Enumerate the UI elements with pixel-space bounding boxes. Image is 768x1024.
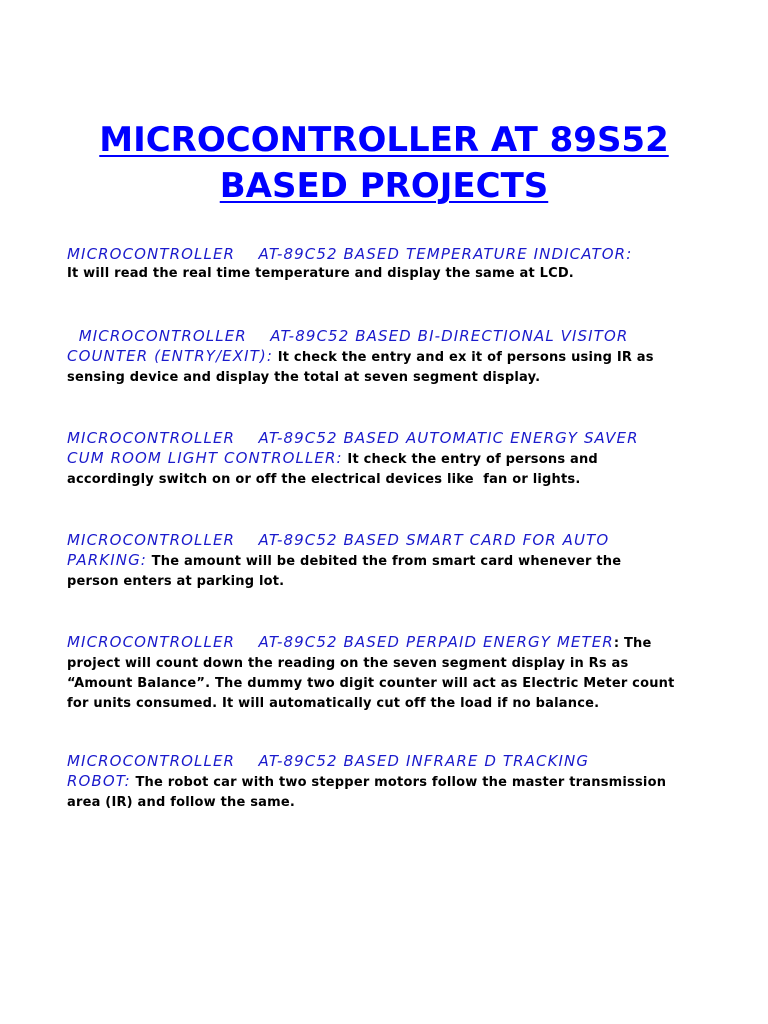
page-title-line-1: MICROCONTROLLER AT 89S52 xyxy=(99,120,669,160)
project-description: person enters at parking lot. xyxy=(67,574,285,589)
project-visitor-counter xyxy=(67,326,737,388)
project-heading: MICROCONTROLLER AT-89C52 BASED INFRARE D TRACKING xyxy=(67,752,590,770)
project-heading: MICROCONTROLLER AT-89C52 BASED AUTOMATIC ENERGY SAVER xyxy=(67,429,639,447)
project-description-line-2: “Amount Balance”. The dummy two digit counter will act as Electric Meter count xyxy=(67,676,675,691)
project-description: sensing device and display the total at seven segment display. xyxy=(67,370,541,385)
project-description-line-1: project will count down the reading on the seven segment display in Rs as xyxy=(67,656,629,671)
project-heading: MICROCONTROLLER AT-89C52 BASED SMART CARD FOR AUTO xyxy=(67,531,610,549)
project-heading-line-2 xyxy=(67,448,737,470)
project-description-inline: The robot car with two stepper motors follow the master transmission xyxy=(130,775,667,790)
project-smart-card-parking xyxy=(67,530,737,592)
project-heading-line-1 xyxy=(67,632,737,654)
project-heading-continued: PARKING: xyxy=(67,551,147,569)
project-description-inline: The amount will be debited the from smart card whenever the xyxy=(146,554,622,569)
project-temperature-indicator xyxy=(67,244,737,284)
project-description-inline: It check the entry and ex it of persons using IR as xyxy=(273,350,654,365)
project-heading: MICROCONTROLLER AT-89C52 BASED PERPAID ENERGY METER xyxy=(67,633,614,651)
project-description: accordingly switch on or off the electrical devices like fan or lights. xyxy=(67,472,581,487)
project-heading-continued: CUM ROOM LIGHT CONTROLLER: xyxy=(67,449,343,467)
project-description-inline: It check the entry of persons and xyxy=(342,452,598,467)
project-heading-continued: ROBOT: xyxy=(67,772,131,790)
project-description: area (IR) and follow the same. xyxy=(67,795,296,810)
project-description-line-3: for units consumed. It will automatically cut off the load if no balance. xyxy=(67,696,600,711)
project-heading-line-2 xyxy=(67,771,737,793)
project-infrared-tracking-robot xyxy=(67,751,737,813)
project-energy-saver xyxy=(67,428,737,490)
project-heading: MICROCONTROLLER AT-89C52 BASED BI-DIRECTIONAL VISITOR xyxy=(67,327,629,345)
project-heading-line-2 xyxy=(67,550,737,572)
project-heading-continued: COUNTER (ENTRY/EXIT): xyxy=(67,347,274,365)
project-description-inline: : The xyxy=(613,636,652,651)
project-heading-line-2 xyxy=(67,346,737,368)
project-prepaid-energy-meter xyxy=(67,632,737,714)
page-title-line-2: BASED PROJECTS xyxy=(219,166,549,206)
project-heading: MICROCONTROLLER AT-89C52 BASED TEMPERATURE INDICATOR: xyxy=(67,245,633,263)
project-description: It will read the real time temperature and display the same at LCD. xyxy=(67,266,574,281)
